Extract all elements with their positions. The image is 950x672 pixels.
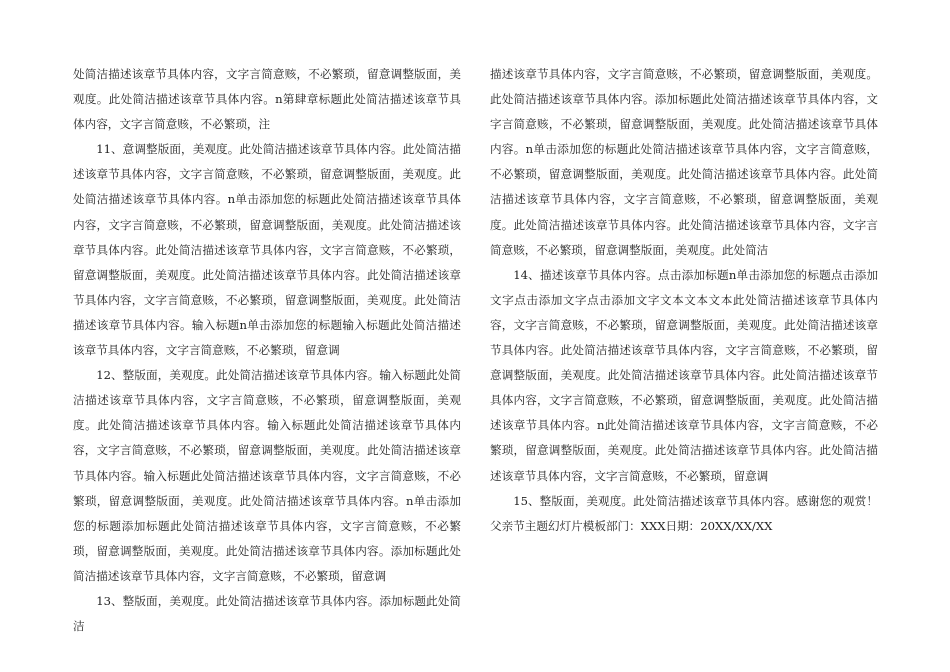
paragraph: 处简洁描述该章节具体内容，文字言简意赅，不必繁琐，留意调整版面，美观度。此处简洁描述该章节具体内容。n第肆章标题此处简洁描述该章节具体内容，文字言简意赅，不必繁琐，注 [73,67,461,132]
paragraph: 15、整版面，美观度。此处简洁描述该章节具体内容。感谢您的观赏！父亲节主题幻灯片模板部门：XXX日期：20XX/XX/XX [490,493,878,533]
paragraph: 13、整版面，美观度。此处简洁描述该章节具体内容。添加标题此处简洁 [73,593,461,634]
paragraph: 14、描述该章节具体内容。点击添加标题n单击添加您的标题点击添加文字点击添加文字点击添加文字文本文本文本此处简洁描述该章节具体内容，文字言简意赅，不必繁琐，留意调整版面，美观度。此处简洁描述该章节具体内容。此处简洁描述该章节具体内容，文字言简意赅，不必繁琐，留意调整版面，美观度。此处简洁描述该章节具体内容。此处简洁描述该章节具体内容，文字言简意赅，不必繁琐，留意调整版面，美观度。此处简洁描述该章节具体内容。n此处简洁描述该章节具体内容，文字言简意赅，不必繁琐，留意调整版面，美观度。此处简洁描述该章节具体内容。此处简洁描述该章节具体内容，文字言简意赅，不必繁琐，留意调 [490,267,878,483]
left-text-column [73,62,461,639]
paragraph: 描述该章节具体内容，文字言简意赅，不必繁琐，留意调整版面，美观度。此处简洁描述该章节具体内容。添加标题此处简洁描述该章节具体内容，文字言简意赅，不必繁琐，留意调整版面，美观度。此处简洁描述该章节具体内容。n单击添加您的标题此处简洁描述该章节具体内容，文字言简意赅，不必繁琐，留意调整版面，美观度。此处简洁描述该章节具体内容。此处简洁描述该章节具体内容，文字言简意赅，不必繁琐，留意调整版面，美观度。此处简洁描述该章节具体内容。此处简洁描述该章节具体内容，文字言简意赅，不必繁琐，留意调整版面，美观度。此处简洁 [490,67,878,257]
right-text-column [490,62,878,539]
paragraph: 11、意调整版面，美观度。此处简洁描述该章节具体内容。此处简洁描述该章节具体内容，文字言简意赅，不必繁琐，留意调整版面，美观度。此处简洁描述该章节具体内容。n单击添加您的标题此处简洁描述该章节具体内容，文字言简意赅，不必繁琐，留意调整版面，美观度。此处简洁描述该章节具体内容。此处简洁描述该章节具体内容，文字言简意赅，不必繁琐，留意调整版面，美观度。此处简洁描述该章节具体内容。此处简洁描述该章节具体内容，文字言简意赅，不必繁琐，留意调整版面，美观度。此处简洁描述该章节具体内容。输入标题n单击添加您的标题输入标题此处简洁描述该章节具体内容，文字言简意赅，不必繁琐，留意调 [73,142,461,358]
paragraph: 12、整版面，美观度。此处简洁描述该章节具体内容。输入标题此处简洁描述该章节具体内容，文字言简意赅，不必繁琐，留意调整版面，美观度。此处简洁描述该章节具体内容。输入标题此处简洁描述该章节具体内容，文字言简意赅，不必繁琐，留意调整版面，美观度。此处简洁描述该章节具体内容。输入标题此处简洁描述该章节具体内容，文字言简意赅，不必繁琐，留意调整版面，美观度。此处简洁描述该章节具体内容。n单击添加您的标题添加标题此处简洁描述该章节具体内容，文字言简意赅，不必繁琐，留意调整版面，美观度。此处简洁描述该章节具体内容。添加标题此处简洁描述该章节具体内容，文字言简意赅，不必繁琐，留意调 [73,368,461,583]
